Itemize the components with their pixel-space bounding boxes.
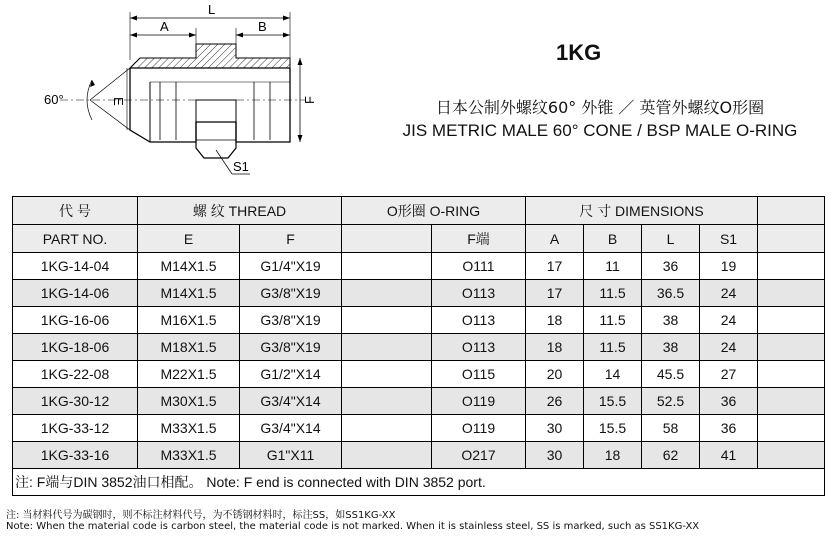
cell-b: 11.5	[584, 307, 642, 334]
cell-f: G3/4"X14	[240, 415, 342, 442]
cell-oring: O217	[432, 442, 526, 469]
cell-a: 18	[526, 334, 584, 361]
dim-label-F: F	[302, 96, 317, 104]
header-dimensions: 尺 寸 DIMENSIONS	[526, 197, 758, 225]
header-thread: 螺 纹 THREAD	[138, 197, 342, 225]
cell-oring: O113	[432, 280, 526, 307]
cell-s1: 27	[700, 361, 758, 388]
cell-b: 11.5	[584, 280, 642, 307]
header-row-1	[13, 197, 825, 225]
cell-part: 1KG-14-06	[13, 280, 138, 307]
cell-l: 36	[642, 253, 700, 280]
header-oring-blank	[342, 225, 432, 253]
product-desc-cn: 日本公制外螺纹60° 外锥 ／ 英管外螺纹O形圈	[435, 98, 765, 117]
cell-a: 30	[526, 442, 584, 469]
cell-l: 36.5	[642, 280, 700, 307]
cell-l: 58	[642, 415, 700, 442]
cell-l: 62	[642, 442, 700, 469]
cell-f: G1/2"X14	[240, 361, 342, 388]
header-code-cn: 代 号	[13, 197, 138, 225]
cell-l: 38	[642, 307, 700, 334]
cell-blank	[342, 388, 432, 415]
cell-blank	[342, 253, 432, 280]
cell-f: G1/4"X19	[240, 253, 342, 280]
header-e: E	[138, 225, 240, 253]
dim-label-E: E	[111, 97, 126, 106]
cell-s1: 36	[700, 388, 758, 415]
cell-blank	[342, 307, 432, 334]
cell-a: 30	[526, 415, 584, 442]
cell-a: 26	[526, 388, 584, 415]
cell-part: 1KG-33-12	[13, 415, 138, 442]
cell-empty	[758, 280, 825, 307]
cell-empty	[758, 253, 825, 280]
cell-s1: 19	[700, 253, 758, 280]
cell-oring: O119	[432, 388, 526, 415]
cell-e: M16X1.5	[138, 307, 240, 334]
footnote-en: Note: When the material code is carbon steel, the material code is not marked. When it is stainless steel, SS is marked, such as SS1KG-XX	[6, 521, 700, 532]
cell-s1: 36	[700, 415, 758, 442]
cell-e: M33X1.5	[138, 415, 240, 442]
cell-blank	[342, 442, 432, 469]
cell-f: G3/8"X19	[240, 334, 342, 361]
cell-l: 45.5	[642, 361, 700, 388]
cell-f: G1"X11	[240, 442, 342, 469]
table-row	[13, 307, 825, 334]
fitting-drawing	[0, 0, 360, 190]
cell-a: 20	[526, 361, 584, 388]
header-b: B	[584, 225, 642, 253]
cell-b: 15.5	[584, 415, 642, 442]
cell-oring: O113	[432, 334, 526, 361]
header-empty	[758, 197, 825, 225]
note-row	[13, 469, 825, 496]
cell-s1: 24	[700, 334, 758, 361]
cell-oring: O111	[432, 253, 526, 280]
cell-f: G3/8"X19	[240, 280, 342, 307]
header-f-end: F端	[432, 225, 526, 253]
cell-blank	[342, 334, 432, 361]
header-s1: S1	[700, 225, 758, 253]
cell-e: M30X1.5	[138, 388, 240, 415]
cell-f: G3/4"X14	[240, 388, 342, 415]
cell-empty	[758, 442, 825, 469]
table-row	[13, 280, 825, 307]
dim-label-S1: S1	[233, 159, 249, 174]
cell-empty	[758, 388, 825, 415]
cell-empty	[758, 334, 825, 361]
cell-f: G3/8"X19	[240, 307, 342, 334]
cell-b: 15.5	[584, 388, 642, 415]
cell-oring: O113	[432, 307, 526, 334]
product-code: 1KG	[556, 40, 602, 65]
cell-e: M18X1.5	[138, 334, 240, 361]
table-row	[13, 361, 825, 388]
cell-e: M14X1.5	[138, 253, 240, 280]
cell-a: 17	[526, 253, 584, 280]
dim-label-L: L	[208, 2, 216, 17]
cell-l: 38	[642, 334, 700, 361]
cell-b: 11.5	[584, 334, 642, 361]
cell-b: 14	[584, 361, 642, 388]
cell-l: 52.5	[642, 388, 700, 415]
table-row	[13, 253, 825, 280]
footnote-cn: 注: 当材料代号为碳钢时，则不标注材料代号，为不锈钢材料时，标注SS，如SS1KG-XX	[6, 510, 396, 521]
cell-s1: 24	[700, 280, 758, 307]
cell-b: 18	[584, 442, 642, 469]
cell-empty	[758, 361, 825, 388]
cell-e: M14X1.5	[138, 280, 240, 307]
cell-part: 1KG-18-06	[13, 334, 138, 361]
cell-s1: 24	[700, 307, 758, 334]
cell-blank	[342, 415, 432, 442]
cell-e: M33X1.5	[138, 442, 240, 469]
header-a: A	[526, 225, 584, 253]
table-row	[13, 442, 825, 469]
cell-a: 18	[526, 307, 584, 334]
cell-part: 1KG-16-06	[13, 307, 138, 334]
cell-part: 1KG-30-12	[13, 388, 138, 415]
header-row-2	[13, 225, 825, 253]
header-l: L	[642, 225, 700, 253]
dim-label-B: B	[258, 19, 267, 34]
header-f: F	[240, 225, 342, 253]
dim-label-A: A	[160, 19, 169, 34]
table-row	[13, 388, 825, 415]
cell-oring: O119	[432, 415, 526, 442]
cell-s1: 41	[700, 442, 758, 469]
header-oring: O形圈 O-RING	[342, 197, 526, 225]
spec-table	[12, 196, 825, 496]
cell-oring: O115	[432, 361, 526, 388]
cell-a: 17	[526, 280, 584, 307]
table-row	[13, 415, 825, 442]
product-desc-en: JIS METRIC MALE 60° CONE / BSP MALE O-RING	[402, 121, 798, 140]
cell-empty	[758, 415, 825, 442]
header-part-no: PART NO.	[13, 225, 138, 253]
cell-part: 1KG-14-04	[13, 253, 138, 280]
cell-blank	[342, 361, 432, 388]
cell-part: 1KG-33-16	[13, 442, 138, 469]
dim-label-angle: 60°	[44, 92, 64, 107]
cell-b: 11	[584, 253, 642, 280]
table-note: 注: F端与DIN 3852油口相配。 Note: F end is connected with DIN 3852 port.	[13, 469, 825, 496]
cell-empty	[758, 307, 825, 334]
cell-part: 1KG-22-08	[13, 361, 138, 388]
table-row	[13, 334, 825, 361]
header-empty	[758, 225, 825, 253]
cell-e: M22X1.5	[138, 361, 240, 388]
cell-blank	[342, 280, 432, 307]
